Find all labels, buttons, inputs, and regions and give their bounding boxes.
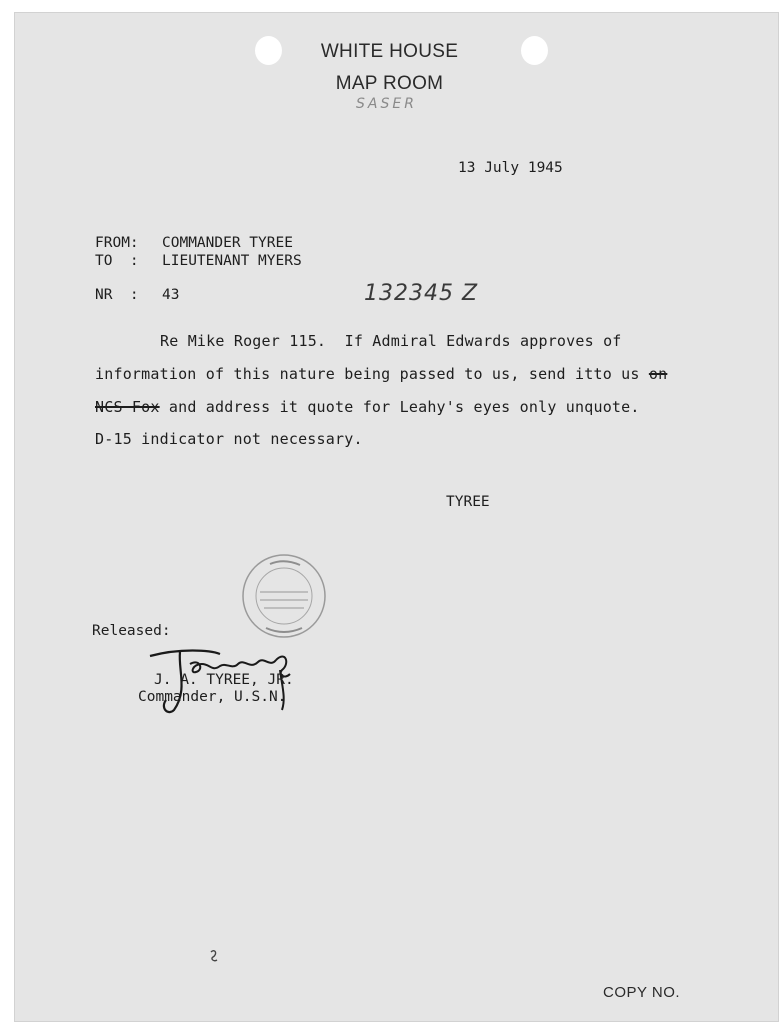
to-label: TO :: [95, 253, 139, 269]
archive-stamp: [240, 552, 328, 640]
typed-signature: TYREE: [446, 494, 490, 510]
to-value: LIEUTENANT MYERS: [162, 253, 302, 269]
body-line-2-insert: to us: [593, 365, 640, 383]
stray-pencil-mark: [208, 948, 220, 966]
copy-number-label: COPY NO.: [603, 984, 681, 1001]
handwritten-dtg: 132345 Z: [364, 281, 479, 306]
struck-text-ncs-fox: NCS Fox: [95, 398, 160, 416]
body-line-1: Re Mike Roger 115. If Admiral Edwards approves of: [160, 332, 622, 350]
nr-value: 43: [162, 287, 180, 303]
body-line-2-text: information of this nature being passed to us, send it: [95, 365, 594, 383]
header-white-house: WHITE HOUSE: [320, 41, 459, 62]
body-line-2: [95, 365, 667, 383]
from-label: FROM:: [95, 235, 139, 251]
body-line-3-text: and address it quote for Leahy's eyes only unquote.: [159, 398, 640, 416]
released-label: Released:: [92, 623, 171, 639]
nr-label: NR :: [95, 287, 139, 303]
header-map-room: MAP ROOM: [335, 73, 444, 94]
handwritten-saser: SASER: [356, 96, 417, 112]
released-name: J. A. TYREE, JR.: [154, 672, 294, 688]
struck-text-on: on: [648, 365, 668, 383]
document-date: 13 July 1945: [458, 160, 563, 176]
body-line-4: D-15 indicator not necessary.: [95, 430, 363, 448]
body-line-3: [95, 398, 640, 416]
from-value: COMMANDER TYREE: [162, 235, 293, 251]
released-title: Commander, U.S.N.: [138, 689, 287, 705]
document-page: [14, 12, 779, 1022]
